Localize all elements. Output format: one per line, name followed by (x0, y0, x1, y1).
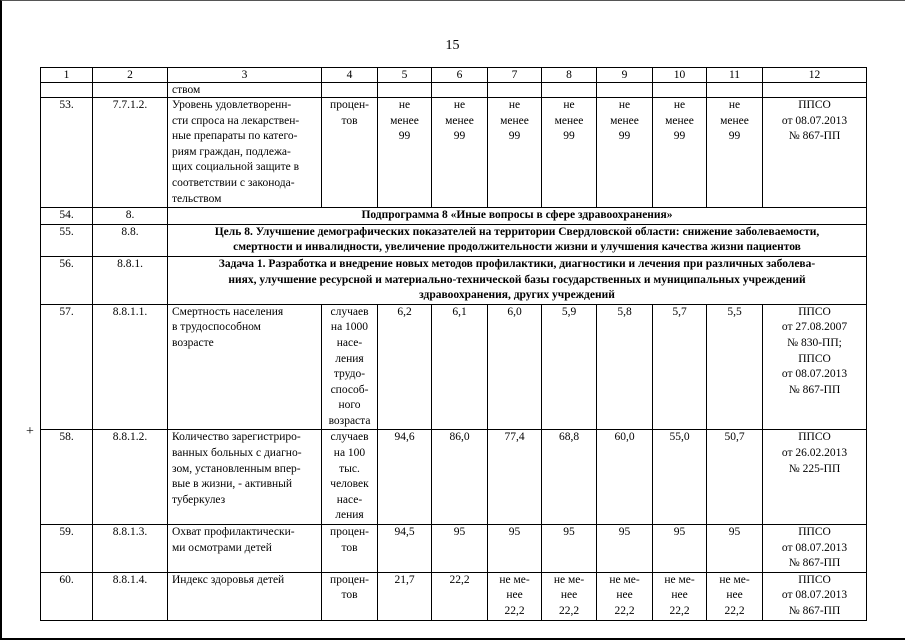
value-cell: 60,0 (597, 430, 653, 525)
value-cell: 94,6 (378, 430, 432, 525)
table-row (41, 572, 867, 620)
row-number: 58. (41, 430, 93, 525)
value-cell: не менее 99 (432, 98, 488, 208)
value-cell: не ме- нее 22,2 (488, 572, 542, 620)
table-row (41, 430, 867, 525)
row-code: 8.8.1. (93, 256, 168, 304)
row-code: 8. (93, 208, 168, 225)
value-cell: 95 (707, 525, 763, 573)
table-row (41, 224, 867, 256)
value-cell: 95 (597, 525, 653, 573)
header-row (41, 68, 867, 83)
unit: процен- тов (322, 572, 378, 620)
table-row (41, 83, 867, 98)
table-row (41, 525, 867, 573)
column-header: 6 (432, 68, 488, 83)
row-number: 53. (41, 98, 93, 208)
table-row (41, 98, 867, 208)
column-header: 9 (597, 68, 653, 83)
column-header: 5 (378, 68, 432, 83)
value-cell: 6,2 (378, 304, 432, 430)
value-cell: не менее 99 (597, 98, 653, 208)
legal-reference: ППСО от 26.02.2013 № 225-ПП (763, 430, 867, 525)
indicator-name: Индекс здоровья детей (168, 572, 322, 620)
indicator-name: Количество зарегистриро- ванных больных с диагно- зом, установленным впер- вые в жизни, - активный туберкулез (168, 430, 322, 525)
row-code: 8.8.1.2. (93, 430, 168, 525)
legal-reference: ППСО от 08.07.2013 № 867-ПП (763, 572, 867, 620)
row-code: 8.8.1.3. (93, 525, 168, 573)
value-cell: не менее 99 (378, 98, 432, 208)
section-heading: Задача 1. Разработка и внедрение новых методов профилактики, диагностики и лечения при различных заболева- ниях, улучшение ресурсной и материально-технической базы государственных и муниципальных учреждений здравоохранения, других учреждений (168, 256, 867, 304)
table-row (41, 256, 867, 304)
row-number: 54. (41, 208, 93, 225)
row-number: 55. (41, 224, 93, 256)
legal-reference: ППСО от 08.07.2013 № 867-ПП (763, 525, 867, 573)
margin-mark: + (26, 424, 34, 439)
value-cell: 94,5 (378, 525, 432, 573)
value-cell: 77,4 (488, 430, 542, 525)
value-cell: 95 (488, 525, 542, 573)
value-cell: не ме- нее 22,2 (597, 572, 653, 620)
column-header: 3 (168, 68, 322, 83)
column-header: 1 (41, 68, 93, 83)
value-cell: 55,0 (653, 430, 707, 525)
unit: случаев на 100 тыс. человек насе- ления (322, 430, 378, 525)
value-cell: 95 (653, 525, 707, 573)
row-number: 56. (41, 256, 93, 304)
indicator-table (40, 67, 867, 621)
section-heading: Цель 8. Улучшение демографических показателей на территории Свердловской области: снижение заболеваемости, смертности и инвалидности, увеличение продолжительности жизни и улучшения качества жизни пациентов (168, 224, 867, 256)
table-row (41, 304, 867, 430)
row-code: 8.8. (93, 224, 168, 256)
value-cell: не менее 99 (488, 98, 542, 208)
indicator-name: ством (168, 83, 322, 98)
column-header: 11 (707, 68, 763, 83)
value-cell: 86,0 (432, 430, 488, 525)
value-cell: 5,7 (653, 304, 707, 430)
value-cell: не ме- нее 22,2 (707, 572, 763, 620)
indicator-name: Охват профилактически- ми осмотрами детей (168, 525, 322, 573)
unit: процен- тов (322, 98, 378, 208)
value-cell: не менее 99 (653, 98, 707, 208)
row-code: 8.8.1.4. (93, 572, 168, 620)
row-number: 59. (41, 525, 93, 573)
section-heading: Подпрограмма 8 «Иные вопросы в сфере здравоохранения» (168, 208, 867, 225)
indicator-name: Уровень удовлетворенн- сти спроса на лекарствен- ные препараты по катего- риям граждан, подлежа- щих социальной защите в соответствии с законода- тельством (168, 98, 322, 208)
value-cell: 95 (432, 525, 488, 573)
unit: случаев на 1000 насе- ления трудо- способ- ного возраста (322, 304, 378, 430)
row-code: 7.7.1.2. (93, 98, 168, 208)
column-header: 4 (322, 68, 378, 83)
indicator-name: Смертность населения в трудоспособном возрасте (168, 304, 322, 430)
value-cell: не ме- нее 22,2 (653, 572, 707, 620)
unit: процен- тов (322, 525, 378, 573)
row-number: 57. (41, 304, 93, 430)
value-cell: не менее 99 (542, 98, 597, 208)
value-cell: 22,2 (432, 572, 488, 620)
page-number: 15 (445, 38, 460, 53)
legal-reference: ППСО от 27.08.2007 № 830-ПП; ППСО от 08.07.2013 № 867-ПП (763, 304, 867, 430)
column-header: 12 (763, 68, 867, 83)
value-cell: 21,7 (378, 572, 432, 620)
table-row (41, 208, 867, 225)
value-cell: 5,5 (707, 304, 763, 430)
value-cell: 50,7 (707, 430, 763, 525)
value-cell: не менее 99 (707, 98, 763, 208)
value-cell: 6,1 (432, 304, 488, 430)
value-cell: 68,8 (542, 430, 597, 525)
row-number: 60. (41, 572, 93, 620)
value-cell: 95 (542, 525, 597, 573)
value-cell: не ме- нее 22,2 (542, 572, 597, 620)
value-cell: 5,8 (597, 304, 653, 430)
column-header: 2 (93, 68, 168, 83)
value-cell: 6,0 (488, 304, 542, 430)
legal-reference: ППСО от 08.07.2013 № 867-ПП (763, 98, 867, 208)
column-header: 10 (653, 68, 707, 83)
row-code: 8.8.1.1. (93, 304, 168, 430)
column-header: 7 (488, 68, 542, 83)
column-header: 8 (542, 68, 597, 83)
value-cell: 5,9 (542, 304, 597, 430)
